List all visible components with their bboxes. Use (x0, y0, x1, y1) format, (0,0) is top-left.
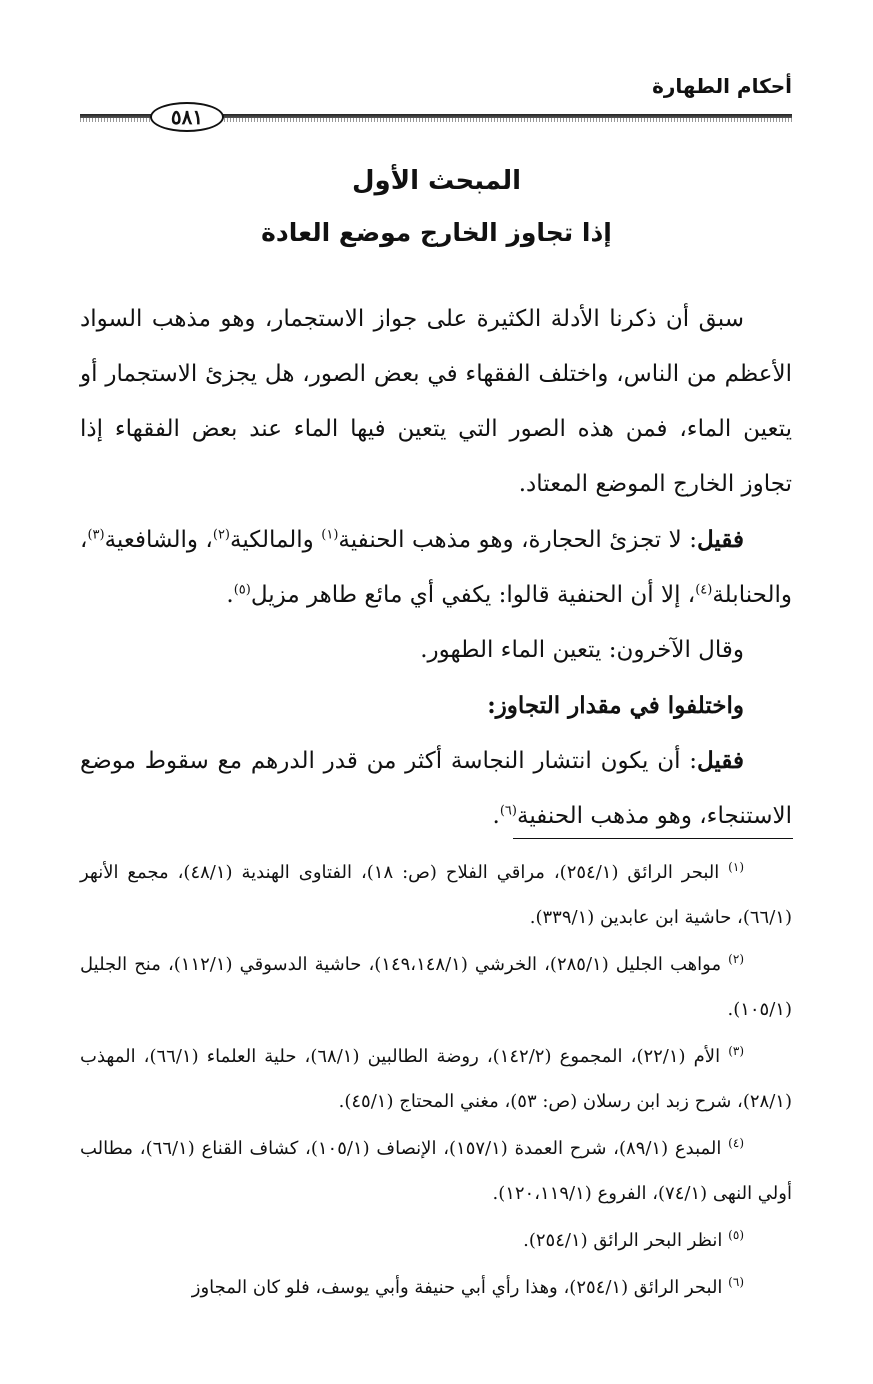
paragraph-3: وقال الآخرون: يتعين الماء الطهور. (420, 637, 744, 663)
footnote-ref-5[interactable]: (٥) (233, 582, 251, 598)
paragraph-2-text-5: ، إلا أن الحنفية قالوا: يكفي أي مائع طاهر مزيل (250, 582, 696, 608)
paragraph-5-text-2: . (492, 803, 500, 829)
footnote-5 (80, 1218, 792, 1263)
running-title: أحكام الطهارة (652, 74, 792, 98)
footnote-ref-4[interactable]: (٤) (695, 582, 713, 598)
paragraph-5-text-1: : أن يكون انتشار النجاسة أكثر من قدر الدرهم مع سقوط موضع الاستنجاء، وهو مذهب الحنفية (80, 748, 792, 829)
footnote-mark-2: (٢) (728, 952, 744, 966)
page-number: ٥٨١ (150, 102, 224, 132)
footnote-3 (80, 1034, 792, 1124)
footnote-ref-3[interactable]: (٣) (87, 527, 105, 543)
footnote-2 (80, 942, 792, 1032)
paragraph-2-text-6: . (226, 582, 234, 608)
footnotes (80, 850, 792, 1312)
body-text (80, 292, 792, 844)
page-header (80, 70, 792, 130)
paragraph-2-text-4: ، والحنابلة (80, 527, 792, 608)
footnote-mark-5: (٥) (728, 1228, 744, 1242)
footnote-mark-1: (١) (728, 860, 744, 874)
footnote-text-5: انظر البحر الرائق (٢٥٤/١). (523, 1230, 723, 1251)
footnote-text-6: البحر الرائق (٢٥٤/١)، وهذا رأي أبي حنيفة وأبي يوسف، فلو كان المجاوز (191, 1277, 723, 1298)
section-subtitle: إذا تجاوز الخارج موضع العادة (261, 218, 612, 247)
paragraph-5-lead: فقيل (697, 747, 744, 774)
footnote-text-4: المبدع (٨٩/١)، شرح العمدة (١٥٧/١)، الإنصاف (١٠٥/١)، كشاف القناع (٦٦/١)، مطالب أولي النهى (٧٤/١)، الفروع (١٢٠،١١٩/١). (80, 1138, 792, 1204)
footnote-mark-6: (٦) (728, 1275, 744, 1289)
footnote-ref-2[interactable]: (٢) (212, 527, 230, 543)
footnote-4 (80, 1126, 792, 1216)
footnote-mark-4: (٤) (728, 1136, 744, 1150)
footnote-mark-3: (٣) (728, 1044, 745, 1058)
footnote-text-2: مواهب الجليل (٢٨٥/١)، الخرشي (١٤٩،١٤٨/١)، حاشية الدسوقي (١١٢/١)، منح الجليل (١٠٥/١). (80, 954, 792, 1020)
footnote-ref-6[interactable]: (٦) (499, 803, 517, 819)
paragraph-2-text-3: ، والشافعية (104, 527, 213, 553)
footnote-text-3: الأم (٢٢/١)، المجموع (١٤٢/٢)، روضة الطالبين (٦٨/١)، حلية العلماء (٦٦/١)، المهذب (٢٨/١)، شرح زبد ابن رسلان (ص: ٥٣)، مغني المحتاج (٤٥/١). (80, 1046, 792, 1112)
paragraph-2 (80, 512, 792, 623)
section-title: المبحث الأول (351, 166, 522, 196)
footnote-1 (80, 850, 792, 940)
footnote-6 (80, 1265, 792, 1310)
paragraph-2-text-2: والمالكية (230, 527, 322, 553)
paragraph-4-heading: واختلفوا في مقدار التجاوز: (487, 692, 744, 719)
paragraph-2-lead: فقيل (697, 526, 744, 553)
footnote-text-1: البحر الرائق (٢٥٤/١)، مراقي الفلاح (ص: ١٨)، الفتاوى الهندية (٤٨/١)، مجمع الأنهر (٦٦/١)، حاشية ابن عابدين (٣٣٩/١). (80, 862, 792, 928)
paragraph-1: سبق أن ذكرنا الأدلة الكثيرة على جواز الاستجمار، وهو مذهب السواد الأعظم من الناس، واختلف الفقهاء في بعض الصور، هل يجزئ الاستجمار أو يتعين الماء، فمن هذه الصور التي يتعين فيها الماء عند بعض الفقهاء إذا تجاوز الخارج الموضع المعتاد. (80, 306, 792, 497)
footnote-separator (513, 838, 793, 839)
paragraph-2-text-1: : لا تجزئ الحجارة، وهو مذهب الحنفية (338, 527, 697, 553)
paragraph-5 (80, 733, 792, 844)
footnote-ref-1[interactable]: (١) (321, 527, 339, 543)
